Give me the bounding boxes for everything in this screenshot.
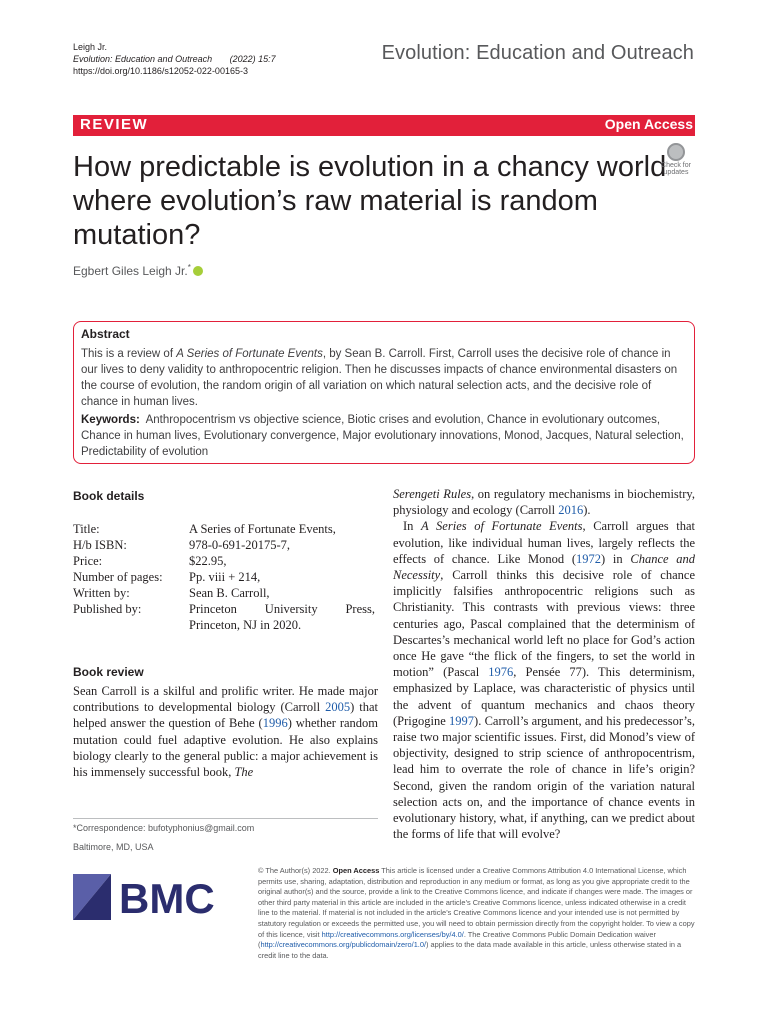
journal-name: Evolution: Education and Outreach: [381, 42, 694, 64]
bmc-logo-text: BMC: [119, 875, 215, 922]
correspondence-note: *Correspondence: bufotyphonius@gmail.com: [73, 823, 255, 833]
license-text: © The Author(s) 2022. Open Access This article is licensed under a Creative Commons Attribution 4.0 International License, which permits use, sharing, adaptation, distribution and reproduction in any medium or format, as long as you give appropriate credit to the original author(s) and the source, provide a link to the Creative Commons licence, and indicate if changes were made. The images or other third party material in this article are included in the article’s Creative Commons licence, unless indicated otherwise in a credit line to the material. If material is not included in the article’s Creative Commons licence and your intended use is not permitted by statutory regulation or exceeds the permitted use, you will need to obtain permission directly from the copyright holder. To view a copy of this licence, visit http://creativecommons.org/licenses/by/4.0/. The Creative Commons Public Domain Dedication waiver (http://creativecommons.org/publicdomain/zero/1.0/) applies to the data made available in this article, unless otherwise stated in a credit line to the data.: [258, 866, 695, 960]
detail-row-publisher: Published by: Princeton University Press, Princeton, NJ in 2020.: [73, 602, 375, 632]
author-mark: *: [187, 263, 191, 272]
citation-link[interactable]: 2005: [325, 700, 351, 715]
footnote-divider: [73, 818, 378, 819]
abstract-text: This is a review of A Series of Fortunate Events, by Sean B. Carroll. First, Carroll uses the decisive role of chance in our lives to deny validity to anthropocentric religion. Then he discusses impacts of chance environmental disasters on the course of evolution, the random origin of all variation on which natural selection acts, and the decisive role of chance in human lives.: [81, 348, 678, 408]
citation-link[interactable]: 1996: [262, 716, 288, 731]
citation-link[interactable]: 1997: [449, 713, 475, 728]
keywords-list: Anthropocentrism vs objective science, Biotic crises and evolution, Chance in evolutionary outcomes, Chance in human lives, Evolutionary convergence, Major evolutionary innovations, Monod, Jacques, Natural selection, Predictability of evolution: [81, 414, 684, 458]
header-volume: (2022) 15:7: [229, 54, 276, 64]
book-review-paragraph: Sean Carroll is a skilful and prolific writer. He made major contributions to developmental biology (Carroll 2005) that helped answer the question of Behe (1996) whether random mutation could fuel adaptive evolution. He also explains biology clearly to the general public: a major achievement is his immensely successful book, The: [73, 684, 379, 780]
book-review-heading: Book review: [73, 665, 144, 679]
header-journal: Evolution: Education and Outreach: [73, 54, 213, 64]
citation-link[interactable]: 2016: [558, 503, 584, 518]
header-doi-link[interactable]: https://doi.org/10.1186/s12052-022-00165-3: [73, 66, 248, 76]
cc-zero-link[interactable]: http://creativecommons.org/publicdomain/zero/1.0/: [260, 940, 427, 950]
author-name[interactable]: Egbert Giles Leigh Jr.: [73, 264, 188, 278]
paragraph: In A Series of Fortunate Events, Carroll argues that evolution, like individual human lives, largely reflects the effects of chance. Like Monod (1972) in Chance and Necessity, Carroll thinks this decisive role of chance implicitly falsifies anthropocentric religions such as Christianity. This contrasts with previous views: three centuries ago, Pascal complained that the determinism of Descartes’s mechanical world left no place for God’s action once He gave “the flick of the fingers, to set the world in motion” (Pascal 1976, Pensée 77). This determinism, emphasized by Laplace, was characteristic of physics until the advent of quantum mechanics and chaos theory (Prigogine 1997). Carroll’s argument, and his predecessor’s, raise two major scientific issues. First, did Monod’s view of objectivity, designed to strip science of anthropocentrism, lead him to overrate the role of chance in life’s origin? Second, given the random origin of the variation natural selection acts on, and the importance of chance events in evolutionary history, what, if anything, can we predict about the forms of life that will evolve?: [393, 519, 696, 842]
crossmark-icon: [667, 143, 685, 161]
orcid-icon[interactable]: [193, 266, 203, 276]
keywords-label: Keywords:: [81, 414, 140, 426]
paragraph-continued: Serengeti Rules, on regulatory mechanisms in biochemistry, physiology and ecology (Carroll 2016).: [393, 487, 695, 518]
article-type-label: REVIEW: [80, 116, 149, 133]
affiliation-note: Baltimore, MD, USA: [73, 842, 154, 852]
citation-link[interactable]: 1976: [488, 665, 514, 680]
header-citation: [73, 54, 276, 65]
check-for-updates-text: Check for updates: [661, 162, 691, 176]
right-column-text: [393, 486, 695, 842]
citation-link[interactable]: 1972: [576, 551, 602, 566]
cc-license-link[interactable]: http://creativecommons.org/licenses/by/4.0/: [321, 929, 464, 939]
abstract-book-title: A Series of Fortunate Events: [176, 348, 323, 360]
keywords: [81, 412, 689, 460]
book-details-heading: Book details: [73, 489, 145, 503]
bmc-logo: [73, 872, 218, 922]
abstract-heading: Abstract: [81, 327, 130, 341]
header-author: Leigh Jr.: [73, 42, 108, 52]
check-for-updates-badge[interactable]: [656, 141, 696, 181]
author-line: [73, 263, 203, 278]
review-banner: [73, 115, 695, 136]
open-access-label: Open Access: [604, 116, 693, 132]
article-title: How predictable is evolution in a chancy world where evolution’s raw material is random mutation?: [73, 151, 667, 251]
